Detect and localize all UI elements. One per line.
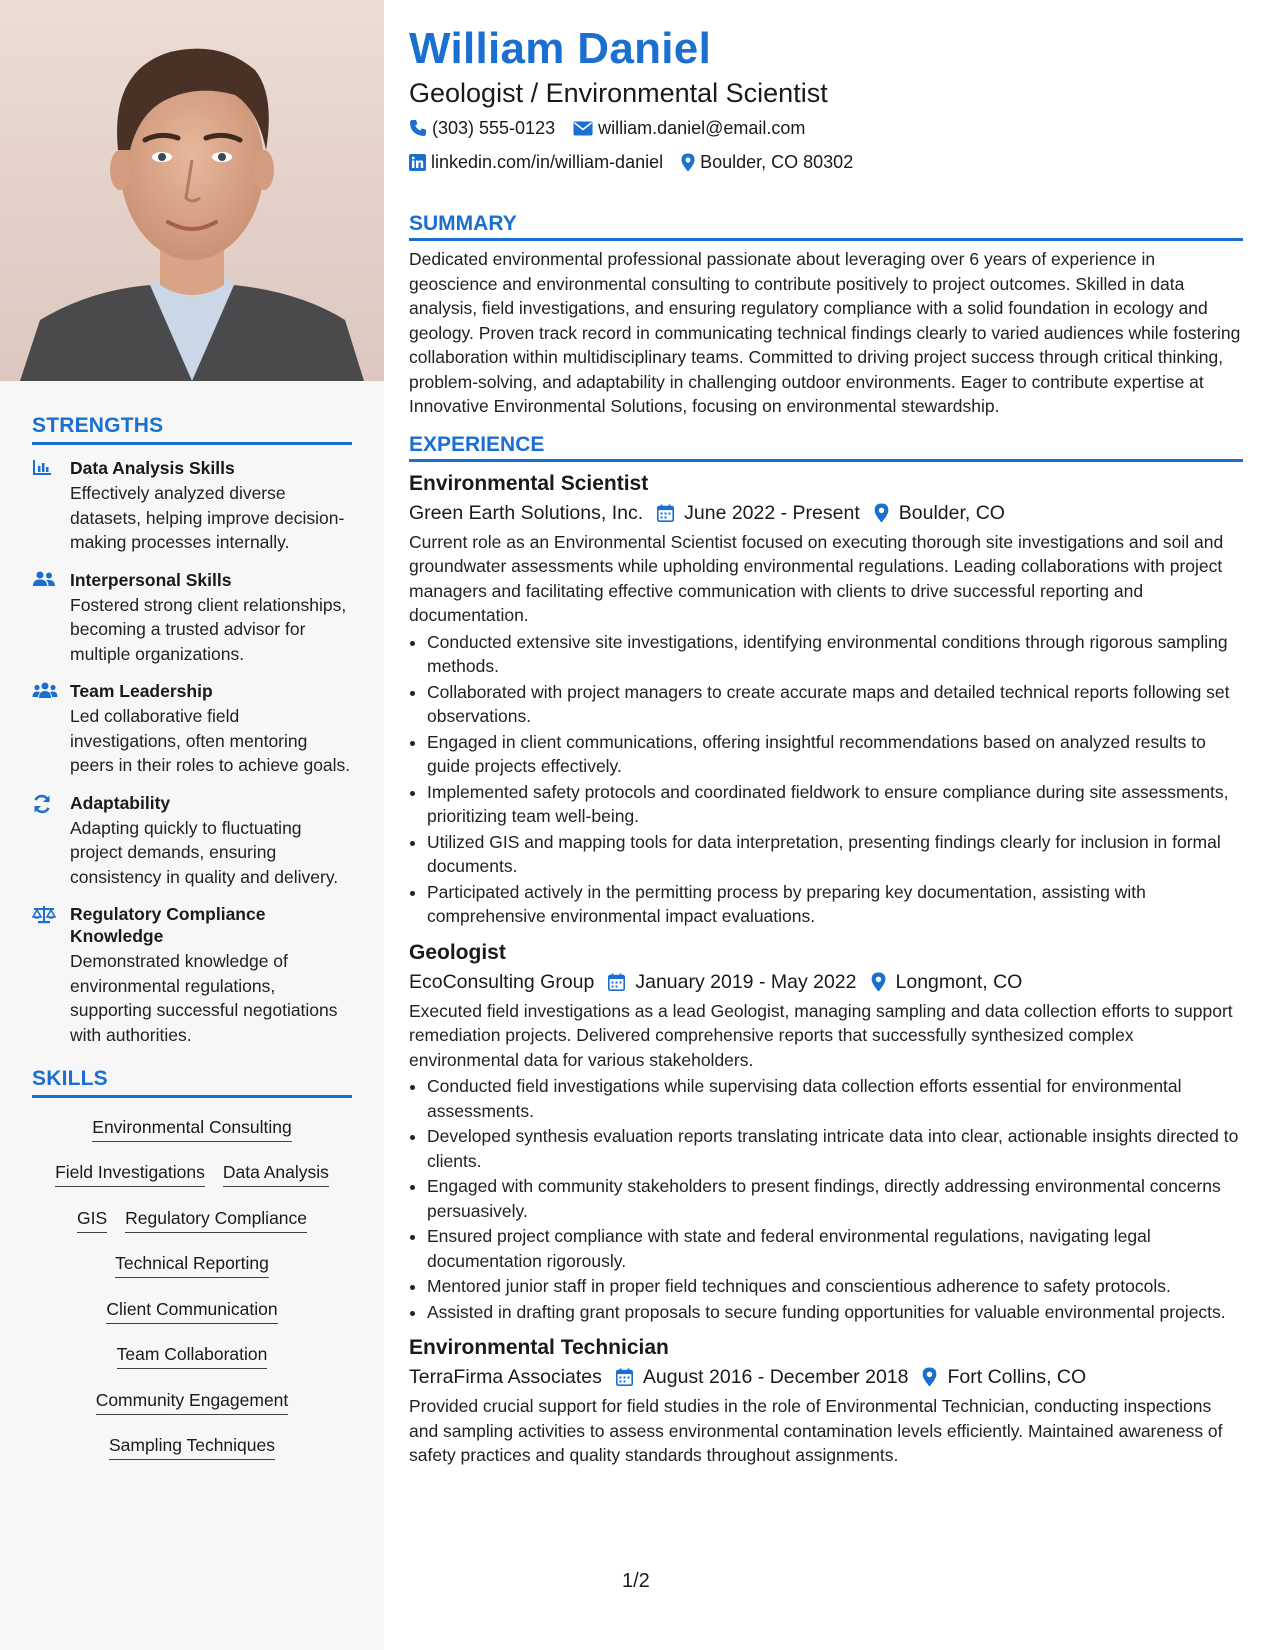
linkedin-text: linkedin.com/in/william-daniel: [431, 151, 664, 172]
skill-row: [32, 1243, 352, 1289]
strengths-heading: STRENGTHS: [32, 414, 352, 445]
strength-description: Demonstrated knowledge of environmental regulations, supporting successful negotiations with authorities.: [70, 951, 338, 1045]
skill-tag: Field Investigations: [55, 1161, 205, 1187]
strength-title: Data Analysis Skills: [70, 458, 235, 478]
linkedin-icon: [409, 154, 426, 171]
strength-item: [32, 792, 352, 890]
job-company: TerraFirma Associates: [409, 1366, 602, 1388]
list-item: • Engaged with community stakeholders to present findings, directly addressing environmental concerns persuasively.: [427, 1174, 1243, 1223]
job-company: Green Earth Solutions, Inc.: [409, 501, 644, 524]
strength-item: [32, 457, 352, 555]
skills-list: [32, 1106, 352, 1470]
job-description: Current role as an Environmental Scientist focused on executing thorough site investigations and soil and groundwater assessments while upholding environmental regulations. Leading collaborations with project managers and facilitating effective communication with clients to drive successful reporting and documentation.: [409, 531, 1224, 625]
list-item: • Engaged in client communications, offering insightful recommendations based on analyzed results to guide projects effectively.: [427, 730, 1243, 779]
strength-item: [32, 680, 352, 778]
strength-title: Adaptability: [70, 792, 171, 813]
strength-description: Fostered strong client relationships, becoming a trusted advisor for multiple organizations.: [70, 594, 347, 664]
job-dates: August 2016 - December 2018: [642, 1366, 909, 1388]
job-dates: January 2019 - May 2022: [635, 970, 857, 993]
list-item: • Participated actively in the permitting process by preparing key documentation, assisting with comprehensive environmental impact evaluations.: [427, 880, 1243, 929]
map-pin-icon: [871, 972, 886, 992]
summary-heading: SUMMARY: [409, 212, 1243, 241]
job-description: Executed field investigations as a lead Geologist, managing sampling and data collection efforts to support remediation projects. Delivered comprehensive reports that successfully synthesized complex environmental data for various stakeholders.: [409, 1000, 1233, 1070]
phone-contact[interactable]: [409, 118, 555, 139]
calendar-icon: [657, 504, 674, 522]
job-title: Environmental Technician: [409, 1336, 669, 1359]
job-title: Geologist: [409, 940, 506, 964]
team-icon: [32, 680, 70, 778]
skill-tag: Technical Reporting: [115, 1252, 269, 1278]
job-bullets: [409, 630, 1243, 929]
strength-item: [32, 569, 352, 667]
job-entry: [409, 939, 1243, 1325]
list-item: • Developed synthesis evaluation reports translating intricate data into clear, actionable insights directed to clients.: [427, 1124, 1243, 1173]
balance-scale-icon: [32, 903, 70, 1047]
list-item: • Assisted in drafting grant proposals to secure funding opportunities for valuable environmental projects.: [427, 1300, 1243, 1325]
skill-row: [32, 1379, 352, 1425]
skill-tag: Client Communication: [106, 1298, 277, 1324]
sync-icon: [32, 792, 70, 890]
bar-chart-icon: [32, 457, 70, 555]
strength-description: Adapting quickly to fluctuating project demands, ensuring consistency in quality and delivery.: [70, 817, 339, 887]
job-location: Longmont, CO: [895, 970, 1023, 993]
list-item: • Conducted extensive site investigations, identifying environmental conditions through rigorous sampling methods.: [427, 630, 1243, 679]
location-contact: [681, 152, 853, 173]
list-item: • Utilized GIS and mapping tools for data interpretation, presenting findings clearly for inclusion in formal documents.: [427, 830, 1243, 879]
candidate-name: William Daniel: [409, 24, 712, 73]
skill-row: [32, 1334, 352, 1380]
experience-section: [409, 433, 1243, 1468]
summary-section: [409, 212, 1243, 419]
strength-item: [32, 903, 352, 1047]
skill-row: [32, 1152, 352, 1198]
email-contact[interactable]: [573, 118, 805, 139]
job-bullets: [409, 1074, 1243, 1324]
map-pin-icon: [681, 153, 695, 172]
phone-text: (303) 555-0123: [432, 117, 556, 138]
strength-title: Regulatory Compliance Knowledge: [70, 904, 266, 946]
skill-tag: Team Collaboration: [117, 1343, 268, 1369]
email-text: william.daniel@email.com: [598, 117, 806, 138]
page-number: 1/2: [622, 1570, 650, 1592]
sidebar-content: [32, 414, 352, 1470]
skill-tag: Sampling Techniques: [109, 1434, 275, 1460]
profile-photo: [0, 0, 384, 381]
contact-row: [409, 112, 1243, 144]
skill-row: [32, 1197, 352, 1243]
list-item: • Conducted field investigations while supervising data collection efforts essential for environmental assessments.: [427, 1074, 1243, 1123]
skills-heading: SKILLS: [32, 1067, 352, 1098]
job-location: Boulder, CO: [898, 501, 1005, 524]
list-item: • Ensured project compliance with state and federal environmental regulations, navigating legal documentation rigorously.: [427, 1224, 1243, 1273]
job-location: Fort Collins, CO: [947, 1366, 1087, 1388]
job-entry: [409, 1334, 1243, 1468]
skill-row: [32, 1106, 352, 1152]
sidebar: [0, 0, 384, 1650]
skill-tag: Community Engagement: [96, 1389, 289, 1415]
phone-icon: [409, 119, 427, 137]
list-item: • Collaborated with project managers to create accurate maps and detailed technical reports following set observations.: [427, 680, 1243, 729]
skill-tag: Environmental Consulting: [92, 1116, 291, 1142]
job-meta: [409, 498, 1243, 528]
candidate-role: Geologist / Environmental Scientist: [409, 78, 828, 108]
job-company: EcoConsulting Group: [409, 970, 595, 993]
envelope-icon: [573, 121, 593, 136]
job-meta: [409, 1362, 1243, 1392]
strength-description: Led collaborative field investigations, often mentoring peers in their roles to achieve goals.: [70, 706, 351, 775]
job-meta: [409, 967, 1243, 997]
skill-tag: Data Analysis: [223, 1161, 329, 1187]
strength-title: Team Leadership: [70, 681, 213, 701]
job-entry: [409, 470, 1243, 929]
experience-heading: EXPERIENCE: [409, 433, 1243, 462]
map-pin-icon: [922, 1367, 937, 1387]
skill-tag: GIS: [77, 1207, 107, 1233]
location-text: Boulder, CO 80302: [700, 151, 854, 172]
skill-row: [32, 1425, 352, 1471]
list-item: • Mentored junior staff in proper field techniques and conscientious adherence to safety protocols.: [427, 1274, 1243, 1299]
strength-description: Effectively analyzed diverse datasets, helping improve decision-making processes internally.: [70, 483, 345, 552]
skill-row: [32, 1288, 352, 1334]
job-title: Environmental Scientist: [409, 471, 649, 495]
job-dates: June 2022 - Present: [684, 501, 860, 524]
user-group-icon: [32, 569, 70, 667]
calendar-icon: [608, 973, 625, 991]
map-pin-icon: [874, 503, 889, 523]
linkedin-contact[interactable]: [409, 152, 663, 173]
list-item: • Implemented safety protocols and coordinated fieldwork to ensure compliance during site assessments, prioritizing team well-being.: [427, 780, 1243, 829]
summary-text: Dedicated environmental professional passionate about leveraging over 6 years of experience in geoscience and environmental consulting to contribute positively to project outcomes. Skilled in data analysis, field investigations, and ensuring regulatory compliance with a solid foundation in ecology and geology. Proven track record in communicating technical findings clearly to varied audiences while fostering collaboration within multidisciplinary teams. Committed to driving project success through critical thinking, problem-solving, and adaptability in challenging outdoor environments. Eager to contribute expertise at Innovative Environmental Solutions, focusing on environmental stewardship.: [409, 249, 1241, 416]
calendar-icon: [616, 1368, 633, 1386]
strength-title: Interpersonal Skills: [70, 569, 232, 590]
skill-tag: Regulatory Compliance: [125, 1207, 307, 1233]
job-description: Provided crucial support for field studies in the role of Environmental Technician, conducting inspections and sampling activities to assess environmental contamination levels efficiently. Maintained awareness of safety practices and quality standards throughout assignments.: [409, 1396, 1223, 1465]
main-content: [409, 22, 1243, 1468]
contact-row: [409, 146, 1243, 178]
portrait-illustration: [0, 0, 384, 381]
